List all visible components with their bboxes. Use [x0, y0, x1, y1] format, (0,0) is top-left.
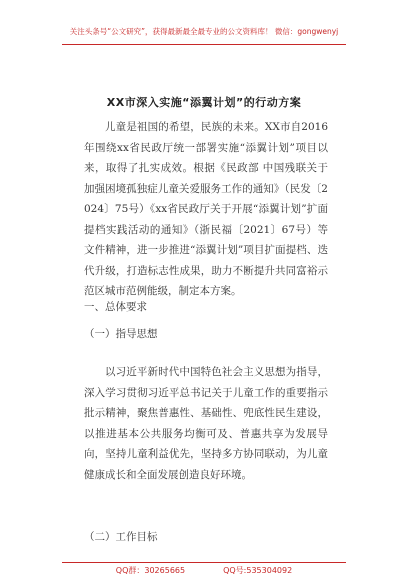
document-title: XX市深入实施“添翼计划”的行动方案: [106, 96, 302, 109]
footer-qq-group: QQ群：30265665: [115, 566, 186, 575]
header-divider: [62, 44, 346, 45]
subsection-heading-work-goals: （二）工作目标: [84, 531, 158, 543]
subsection-heading-guiding-ideology: （一）指导思想: [84, 328, 158, 340]
footer: [0, 565, 408, 576]
footer-divider: [62, 562, 346, 563]
section-heading-general-requirements: 一、总体要求: [84, 301, 147, 313]
header-banner: 关注头条号“公文研究”，获得最新最全最专业的公文资料库！ 微信：gongwenyj: [69, 27, 339, 36]
intro-paragraph: 儿童是祖国的希望，民族的未来。XX市自2016年围绕xx省民政厅统一部署实施“添翼计划”项目以来，取得了扎实成效。根据《民政部 中国残联关于加强困境孤独症儿童关爱服务工作的通知》（民发〔2024〕75号）《xx省民政厅关于开展“添翼计划”扩面提档实践活动的通知》（浙民福〔2021〕67号）等文件精神，进一步推进“添翼计划”项目扩面提档、迭代升级，打造标志性成果，助力不断提升共同富裕示范区城市范例能级，制定本方案。: [84, 121, 328, 297]
guiding-ideology-paragraph: 以习近平新时代中国特色社会主义思想为指导，深入学习贯彻习近平总书记关于儿童工作的重要指示批示精神，聚焦普惠性、基础性、兜底性民生建设，以推进基本公共服务均衡可及、普惠共享为发展导向，坚持儿童利益优先，坚持多方协同联动，为儿童健康成长和全面发展创造良好环境。: [84, 366, 328, 481]
footer-qq-number: QQ号:535304092: [223, 566, 293, 575]
